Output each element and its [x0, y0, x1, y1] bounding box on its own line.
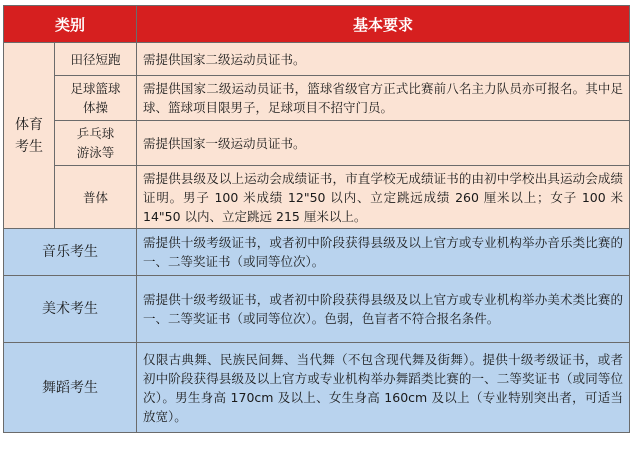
requirement-cell: 需提供国家一级运动员证书。 [137, 121, 630, 166]
subcategory-cell [55, 43, 137, 76]
subcategory-label-line2: 游泳等 [76, 145, 115, 160]
category-music: 音乐考生 [4, 229, 137, 276]
table-row [4, 276, 630, 343]
requirement-cell: 需提供县级及以上运动会成绩证书，市直学校无成绩证书的由初中学校出具运动会成绩证明。男子 100 米成绩 12"50 以内、立定跳远成绩 260 厘米以上；女子 100 米 14"50 以内、立定跳远 215 厘米以上。 [137, 166, 630, 229]
category-art: 美术考生 [4, 276, 137, 343]
subcategory-label: 足球篮球 [70, 81, 121, 96]
category-dance: 舞蹈考生 [4, 343, 137, 433]
category-sports-line1: 体育 [15, 116, 43, 133]
requirement-cell: 仅限古典舞、民族民间舞、当代舞（不包含现代舞及街舞）。提供十级考级证书，或者初中阶段获得县级及以上官方或专业机构举办舞蹈类比赛的一、二等奖证书（或同等位次）。男生身高 170cm 及以上、女生身高 160cm 及以上（专业特别突出者，可适当放宽）。 [137, 343, 630, 433]
subcategory-cell [55, 166, 137, 229]
header-category: 类别 [4, 6, 137, 43]
requirement-cell: 需提供十级考级证书，或者初中阶段获得县级及以上官方或专业机构举办美术类比赛的一、二等奖证书（或同等位次）。色弱，色盲者不符合报名条件。 [137, 276, 630, 343]
table-row [4, 229, 630, 276]
header-requirements: 基本要求 [137, 6, 630, 43]
subcategory-label: 乒乓球 [76, 126, 115, 141]
requirement-cell: 需提供十级考级证书，或者初中阶段获得县级及以上官方或专业机构举办音乐类比赛的一、二等奖证书（或同等位次）。 [137, 229, 630, 276]
requirement-cell: 需提供国家二级运动员证书，篮球省级官方正式比赛前八名主力队员亦可报名。其中足球、篮球项目限男子，足球项目不招守门员。 [137, 76, 630, 121]
requirement-cell: 需提供国家二级运动员证书。 [137, 43, 630, 76]
table-row [4, 76, 630, 121]
category-sports [4, 43, 55, 229]
requirements-table [3, 5, 630, 433]
table-row [4, 43, 630, 76]
subcategory-cell [55, 121, 137, 166]
subcategory-label-line2: 体操 [83, 100, 109, 115]
table-row [4, 166, 630, 229]
table-row [4, 121, 630, 166]
subcategory-label: 普体 [83, 189, 109, 205]
requirements-table-wrapper [3, 5, 629, 433]
subcategory-cell [55, 76, 137, 121]
header-row [4, 6, 630, 43]
table-row [4, 343, 630, 433]
category-sports-line2: 考生 [15, 138, 43, 155]
subcategory-label: 田径短跑 [70, 51, 121, 67]
